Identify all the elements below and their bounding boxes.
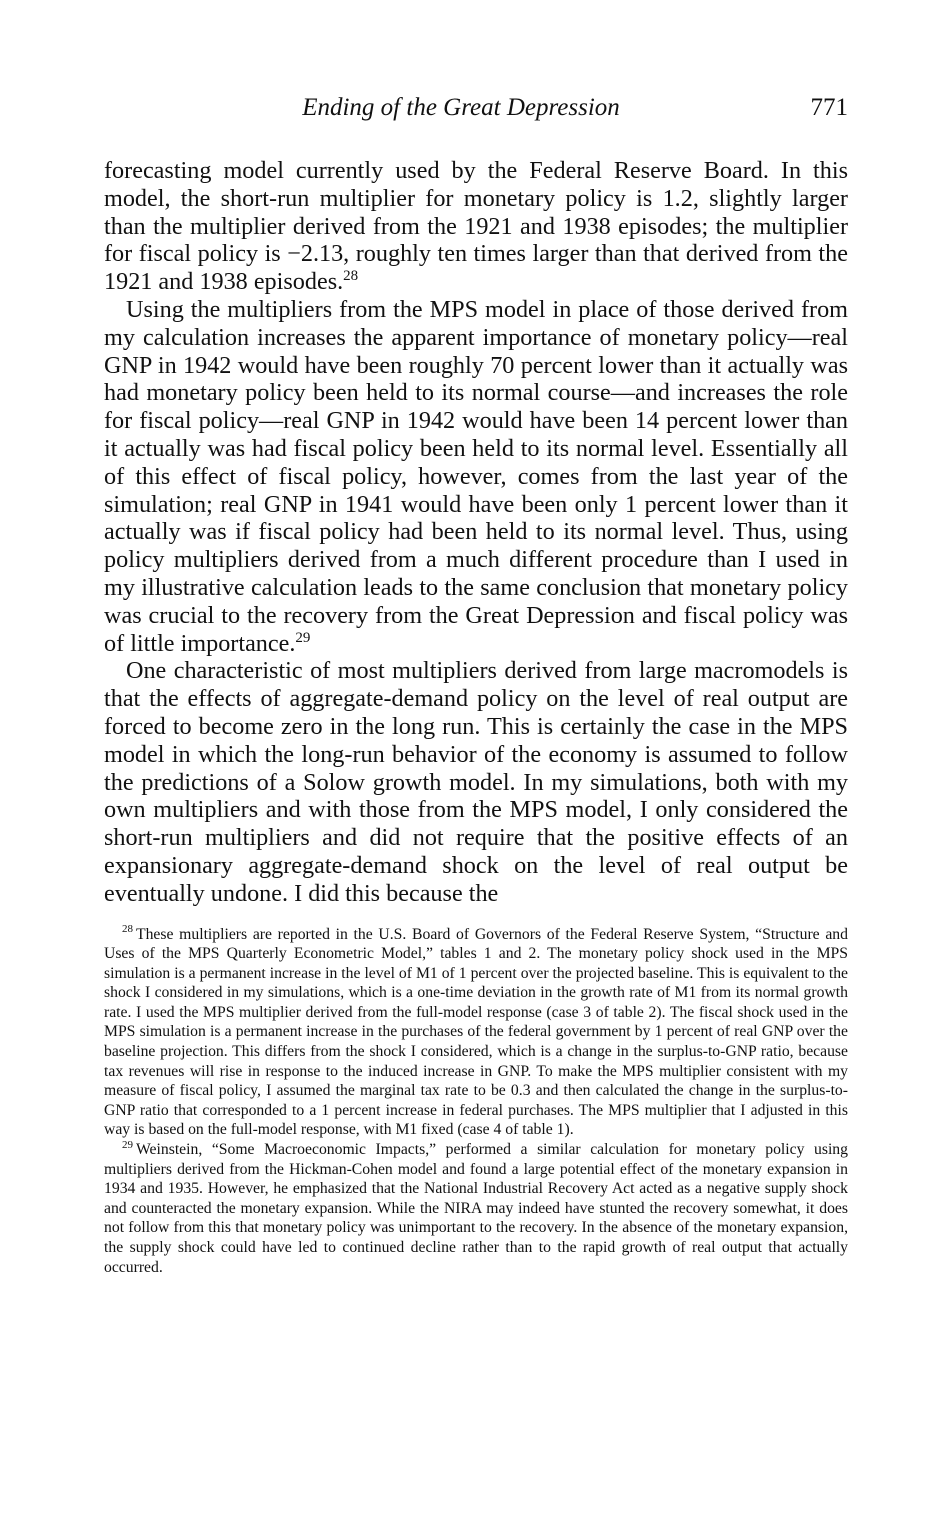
footnote-text: Weinstein, “Some Macroeconomic Impacts,” performed a similar calculation for monetary policy using multipliers derived from the Hickman-Cohen model and found a large potential effect of the monetary expansion in 1934 and 1935. However, he emphasized that the National Industrial Recovery Act acted as a negative supply shock and counteracted the monetary expansion. While the NIRA may indeed have stunted the recovery somewhat, it does not follow from this that monetary policy was unimportant to the recovery. In the absence of the monetary expansion, the supply shock could have led to continued decline rather than to the rapid growth of real output that actually occurred.: [104, 1141, 848, 1276]
footnote-number: 29: [122, 1138, 133, 1151]
footnote-reference: 29: [295, 629, 311, 646]
footnotes: [104, 925, 848, 1278]
paragraph-text: Using the multipliers from the MPS model in place of those derived from my calculation increases the apparent importance of monetary policy—real GNP in 1942 would have been roughly 70 percent lower than it actually was had monetary policy been held to its normal course—and increases the role for fiscal policy—real GNP in 1942 would have been 14 percent lower than it actually was had fiscal policy been held to its normal level. Essentially all of this effect of fiscal policy, however, comes from the last year of the simulation; real GNP in 1941 would have been only 1 percent lower than it actually was if fiscal policy had been held to its normal level. Thus, using policy multipliers derived from a much different procedure than I used in my illustrative calculation leads to the same conclusion that monetary policy was crucial to the recovery from the Great Depression and fiscal policy was of little importance.: [104, 295, 848, 657]
running-title: Ending of the Great Depression: [302, 94, 620, 121]
body-paragraph: [104, 657, 848, 907]
body-paragraph: [104, 157, 848, 296]
footnote: [104, 1140, 848, 1277]
journal-page: [104, 88, 848, 1277]
footnote: [104, 925, 848, 1141]
body-text: [104, 157, 848, 908]
footnote-text: These multipliers are reported in the U.S. Board of Governors of the Federal Reserve System, “Structure and Uses of the MPS Quarterly Econometric Model,” tables 1 and 2. The monetary policy shock used in the MPS simulation is a permanent increase in the level of M1 of 1 percent over the projected baseline. This is equivalent to the shock I considered in my simulations, which is a one-time deviation in the growth rate of M1 from its normal growth rate. I used the MPS multiplier derived from the full-model response (case 3 of table 2). The fiscal shock used in the MPS simulation is a permanent increase in the purchases of the federal government by 1 percent of real GNP over the baseline projection. This differs from the shock I considered, which is a change in the surplus-to-GNP ratio, because tax revenues will rise in response to the induced increase in GNP. To make the MPS multiplier consistent with my measure of fiscal policy, I assumed the marginal tax rate to be 0.3 and then calculated the change in the surplus-to-GNP ratio that corresponded to a 1 percent increase in federal purchases. The MPS multiplier that I adjusted in this way is based on the full-model response, with M1 fixed (case 4 of table 1).: [104, 925, 848, 1139]
paragraph-text: One characteristic of most multipliers derived from large macromodels is that the effects of aggregate-demand policy on the level of real output are forced to become zero in the long run. This is certainly the case in the MPS model in which the long-run behavior of the economy is assumed to follow the predictions of a Solow growth model. In my simulations, both with my own multipliers and with those from the MPS model, I only considered the short-run multipliers and did not require that the positive effects of an expansionary aggregate-demand shock on the level of real output be eventually undone. I did this because the: [104, 657, 848, 907]
footnote-number: 28: [122, 923, 133, 936]
page-number: 771: [810, 94, 848, 121]
paragraph-text: forecasting model currently used by the Federal Reserve Board. In this model, the short-run multiplier for monetary policy is 1.2, slightly larger than the multiplier derived from the 1921 and 1938 episodes; the multiplier for fiscal policy is −2.13, roughly ten times larger than that derived from the 1921 and 1938 episodes.: [104, 157, 848, 296]
body-paragraph: [104, 296, 848, 657]
footnote-reference: 28: [343, 268, 359, 285]
running-head: [104, 88, 848, 128]
